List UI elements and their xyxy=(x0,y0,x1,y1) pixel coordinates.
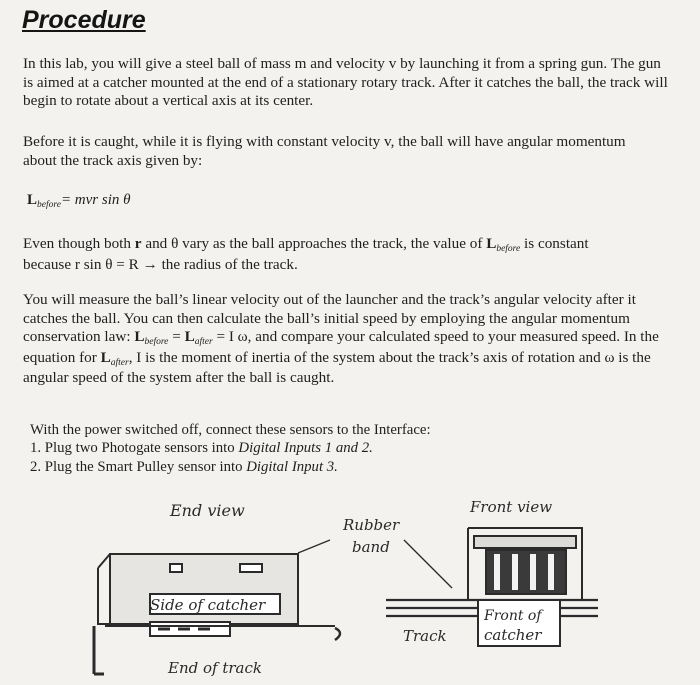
formula-rhs: = mvr sin θ xyxy=(60,192,131,208)
step-1-text: 1. Plug two Photogate sensors into xyxy=(30,440,239,457)
apparatus-figure xyxy=(0,488,700,685)
p3-subscript: before xyxy=(496,244,521,254)
intro-paragraph: In this lab, you will give a steel ball of mass m and velocity v by launching it from a spring gun. The gun is aimed at a catcher mounted at the end of a stationary rotary track. After it catches the ball, the track will begin to rotate about a vertical axis at its center. xyxy=(23,55,668,110)
p3-l-symbol: L xyxy=(486,235,497,252)
step-1-inputs: Digital Inputs 1 and 2. xyxy=(238,440,373,457)
p4-equals-2: = I ω, and compare your calculated speed to your measured speed. In the equation for xyxy=(23,328,659,366)
end-view-slot-right xyxy=(240,564,262,572)
step-2-text: 2. Plug the Smart Pulley sensor into xyxy=(30,458,247,475)
angular-momentum-paragraph: Before it is caught, while it is flying with constant velocity v, the ball will have angular momentum about the track axis given by: xyxy=(23,133,626,169)
step-2-input: Digital Input 3. xyxy=(246,458,338,475)
rubber-label: Rubber xyxy=(343,516,400,534)
p4-l-after: L xyxy=(184,328,195,346)
p3-text-a: Even though both xyxy=(23,235,135,252)
catcher-label: catcher xyxy=(484,626,542,644)
band-label: band xyxy=(352,538,390,556)
p4-equals-1: = xyxy=(168,328,185,346)
p3-text-b: and θ vary as the ball approaches the track, the value of xyxy=(141,235,487,252)
sensor-steps xyxy=(30,421,431,476)
p4-sub-after-2: after xyxy=(110,357,129,368)
formula-symbol: L xyxy=(27,192,38,208)
p3-text-d: because r sin θ = R → the radius of the track. xyxy=(23,255,298,273)
p3-text-c: is constant xyxy=(520,235,589,252)
angular-momentum-formula xyxy=(27,192,131,209)
end-view-slot-left xyxy=(170,564,182,572)
p4-sub-before: before xyxy=(144,337,169,348)
front-view-label: Front view xyxy=(470,498,553,516)
p4-sub-after: after xyxy=(194,337,213,348)
end-view-drawing xyxy=(94,554,340,674)
step-1 xyxy=(30,439,431,457)
p4-l-before: L xyxy=(134,328,145,346)
p4-text-a: You will measure the ball’s linear velocity out of the launcher and the track’s angular velocity after it catches the ball. You can then calculate the ball’s initial speed by employing the angular momentum conservation law: xyxy=(23,291,636,346)
conservation-paragraph xyxy=(23,291,678,388)
constant-momentum-paragraph xyxy=(23,235,683,274)
steps-intro: With the power switched off, connect these sensors to the Interface: xyxy=(30,422,431,438)
track-label: Track xyxy=(403,627,447,645)
formula-subscript: before xyxy=(37,200,61,210)
p3-r-symbol: r xyxy=(134,235,142,252)
step-2 xyxy=(30,458,431,476)
end-view-label: End view xyxy=(170,501,245,520)
p4-text-b: , I is the moment of inertia of the system about the track’s axis of rotation and ω is the angular speed of the system after the ball is caught. xyxy=(23,348,651,387)
end-of-track-label: End of track xyxy=(168,659,262,677)
front-of-label: Front of xyxy=(484,608,542,624)
p4-l-after-2: L xyxy=(100,348,111,366)
side-of-catcher-label: Side of catcher xyxy=(150,596,266,614)
page-title: Procedure xyxy=(22,6,146,34)
